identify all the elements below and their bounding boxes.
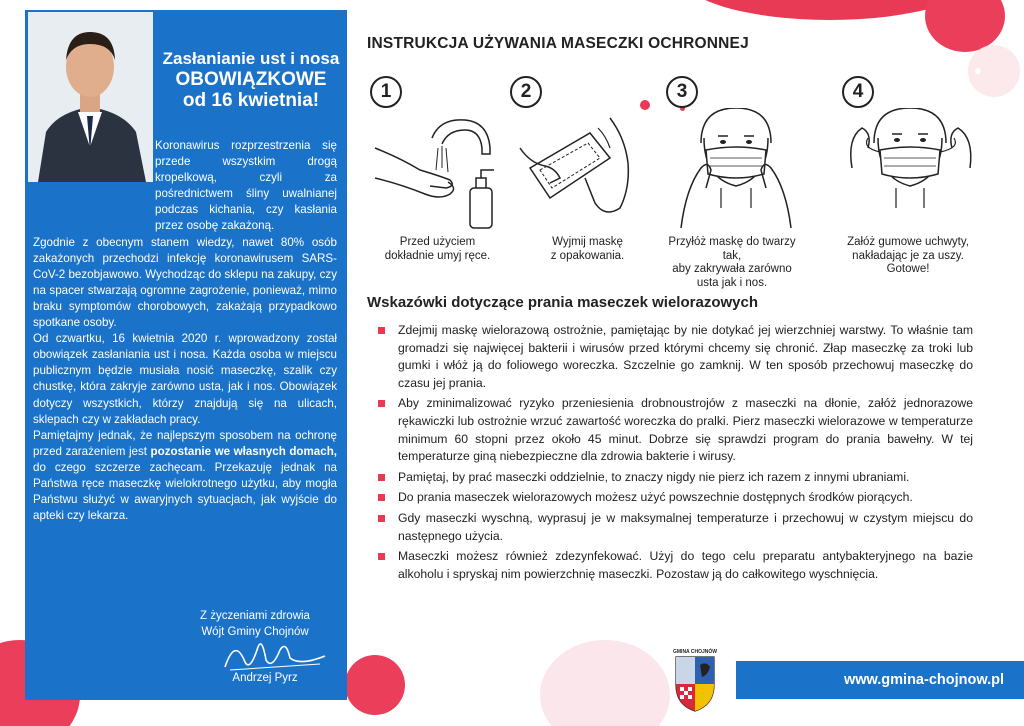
panel-paragraph [33, 428, 337, 525]
washing-title: Wskazówki dotyczące prania maseczek wielorazowych [367, 294, 758, 311]
step-caption-line: Wyjmij maskę [552, 236, 623, 248]
washing-tips-list [378, 322, 973, 586]
website-link[interactable]: www.gmina-chojnow.pl [843, 672, 1004, 688]
step-2 [510, 72, 645, 292]
panel-heading-line2: OBOWIĄZKOWE [175, 69, 327, 90]
signature-icon [220, 632, 330, 674]
instruction-steps [370, 72, 969, 292]
tip-text: Aby zminimalizować ryzyko przeniesienia drobnoustrojów z maseczki na dłonie, załóż jednorazowe rękawiczki lub ostrożnie wrzuć zawartość woreczka do pralki. Pierz maseczki wielorazowe w temperaturze minimum 60 stopni przez około 45 minut. Dobrze się sprawdzi program do prania bawełny. W tej temperaturze giną niebezpieczne dla zdrowia bakterie i wirusy. [398, 396, 973, 464]
step-caption-line: Gotowe! [886, 263, 930, 275]
step-caption-line: Przed użyciem [399, 236, 476, 248]
bullet-square-icon [378, 515, 385, 522]
bullet-square-icon [378, 400, 385, 407]
step-caption [838, 236, 978, 277]
tip-text: Maseczki możesz również zdezynfekować. Użyj do tego celu preparatu antybakteryjnego na bazie alkoholu i spryskaj nim powierzchnię maseczki. Pozostaw ją do całkowitego wyschnięcia. [398, 549, 973, 581]
panel-paragraph-start: Pamiętajmy jednak, że najlepszym sposobem na ochronę przed zarażeniem jest [33, 428, 337, 458]
greeting: Z życzeniami zdrowia [200, 610, 310, 622]
ear-loops-icon [842, 108, 977, 233]
panel-heading [158, 48, 344, 111]
step-4 [842, 72, 977, 292]
step-caption-line: usta jak i nos. [696, 276, 768, 289]
put-on-mask-icon [666, 108, 801, 233]
step-caption [662, 236, 802, 290]
bullet-square-icon [378, 553, 385, 560]
step-1 [370, 72, 505, 292]
website-bar[interactable] [736, 661, 1024, 699]
signer-name: Andrzej Pyrz [232, 672, 298, 684]
instructions-title: INSTRUKCJA UŻYWANIA MASECZKI OCHRONNEJ [367, 35, 749, 52]
list-item [378, 510, 973, 545]
step-caption-line: z opakowania. [550, 249, 625, 262]
list-item [378, 322, 973, 392]
hand-washing-icon [370, 108, 505, 233]
step-caption [370, 236, 505, 263]
step-number: 1 [370, 76, 402, 108]
list-item [378, 395, 973, 465]
panel-heading-line1: Zasłanianie ust i nosa [162, 49, 340, 68]
mask-package-icon [510, 108, 645, 233]
panel-paragraph: Koronawirus rozprzestrzenia się przede wszystkim drogą kropelkową, czyli za pośrednictwem śliny uwalnianej podczas kichania, czy kasłania przez osobę zakażoną. [155, 139, 337, 233]
signer-title: Wójt Gminy Chojnów [201, 626, 309, 638]
crest-label: GMINA CHOJNÓW [673, 649, 717, 655]
list-item [378, 548, 973, 583]
tip-text: Zdejmij maskę wielorazową ostrożnie, pamiętając by nie dotykać jej wierzchniej warstwy. To właśnie tam gromadzi się najwięcej bakterii i wirusów przed którymi chcemy się chronić. Złap maseczkę za troki lub gumki i włóż ją do foliowego woreczka. Szczelnie go zamknij. W ten sposób przechowuj maseczkę do czasu jej prania. [398, 323, 973, 390]
panel-paragraph-emphasis: pozostanie we własnych domach, [150, 444, 337, 458]
step-caption-line: nakładając je za uszy. [852, 249, 964, 262]
panel-heading-line3: od 16 kwietnia! [182, 90, 320, 111]
step-number: 2 [510, 76, 542, 108]
tip-text: Gdy maseczki wyschną, wyprasuj je w maksymalnej temperaturze i przechowuj w czystym miejscu do następnego użycia. [398, 510, 973, 543]
tip-text: Do prania maseczek wielorazowych możesz użyć powszechnie dostępnych środków piorących. [398, 490, 913, 505]
panel-paragraph-end: do czego szczerze zachęcam. Przekazuję jednak na Państwa ręce maseczkę wielokrotnego użytku, aby mogła Państwu służyć w awaryjnych sytuacjach, jak wyjście do apteki czy lekarza. [33, 460, 337, 523]
step-caption-line: aby zakrywała zarówno [672, 263, 792, 275]
step-caption-line: Załóż gumowe uchwyty, [847, 236, 969, 248]
bullet-square-icon [378, 474, 385, 481]
step-caption [520, 236, 655, 263]
panel-paragraph: Od czwartku, 16 kwietnia 2020 r. wprowadzony został obowiązek zasłaniania ust i nosa. Każda osoba w miejscu publicznym będzie musiała nosić maseczkę, szalik czy chustkę, która zakryje zarówno usta, jak i nos. Obowiązek dotyczy wszystkich, którzy znajdują się na ulicach, sklepach czy w zakładach pracy. [33, 332, 337, 426]
tip-text: Pamiętaj, by prać maseczki oddzielnie, to znaczy nigdy nie pierz ich razem z innymi ubraniami. [398, 469, 910, 484]
decor-blob-bottom-mid [345, 655, 405, 715]
step-caption-line: dokładnie umyj ręce. [384, 249, 491, 262]
list-item [378, 469, 973, 487]
list-item [378, 489, 973, 507]
bullet-square-icon [378, 494, 385, 501]
step-3 [666, 72, 801, 292]
step-caption-line: Przyłóż maskę do twarzy tak, [668, 236, 796, 262]
step-number: 3 [666, 76, 698, 108]
step-number: 4 [842, 76, 874, 108]
panel-body [33, 138, 337, 524]
decor-blob-bottom-right [540, 640, 670, 726]
municipality-crest-icon [672, 647, 718, 713]
bullet-square-icon [378, 327, 385, 334]
panel-paragraph: Zgodnie z obecnym stanem wiedzy, nawet 80% osób zakażonych przechodzi infekcję koronawirusem SARS-CoV-2 bezobjawowo. Wychodząc do sklepu na zakupy, czy na spacer stwarzają ogromne zagrożenie, ponieważ, mimo braku symptomów chorobowych, zakażają przypadkowo spotkane osoby. [33, 235, 337, 330]
